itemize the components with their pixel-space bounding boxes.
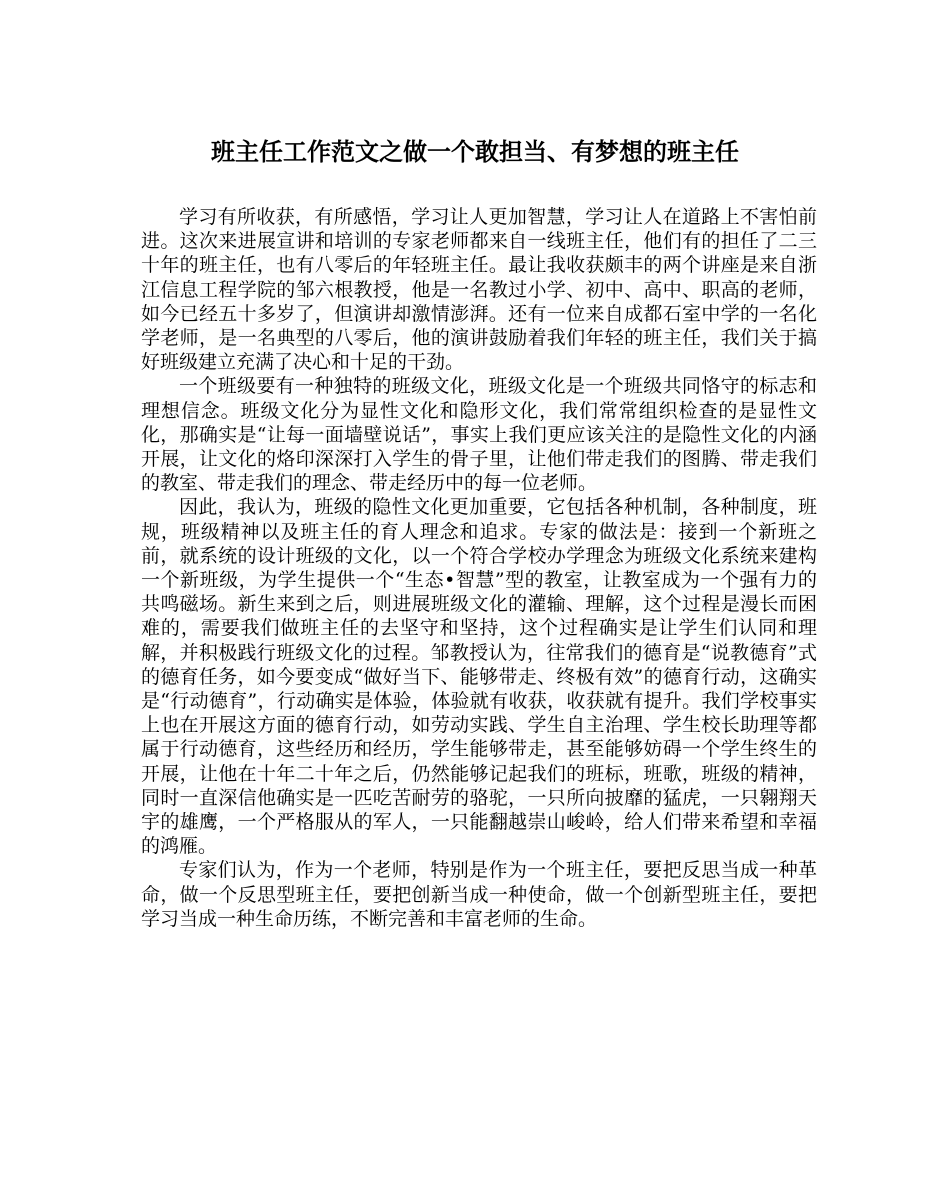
document-title: 班主任工作范文之做一个敢担当、有梦想的班主任 xyxy=(211,137,739,166)
paragraph-2: 一个班级要有一种独特的班级文化，班级文化是一个班级共同恪守的标志和理想信念。班级文化分为显性文化和隐形文化，我们常常组织检查的是显性文化，那确实是“让每一面墙壁说话”，事实上我们更应该关注的是隐性文化的内涵开展，让文化的烙印深深打入学生的骨子里，让他们带走我们的图腾、带走我们的教室、带走我们的理念、带走经历中的每一位老师。 xyxy=(141,375,817,495)
paragraph-4: 专家们认为，作为一个老师，特别是作为一个班主任，要把反思当成一种革命，做一个反思型班主任，要把创新当成一种使命，做一个创新型班主任，要把学习当成一种生命历练，不断完善和丰富老师的生命。 xyxy=(141,859,817,930)
paragraph-1: 学习有所收获，有所感悟，学习让人更加智慧，学习让人在道路上不害怕前进。这次来进展宣讲和培训的专家老师都来自一线班主任，他们有的担任了二三十年的班主任，也有八零后的年轻班主任。最让我收获颇丰的两个讲座是来自浙江信息工程学院的邹六根教授，他是一名教过小学、初中、高中、职高的老师，如今已经五十多岁了，但演讲却激情澎湃。还有一位来自成都石室中学的一名化学老师，是一名典型的八零后，他的演讲鼓励着我们年轻的班主任，我们关于搞好班级建立充满了决心和十足的干劲。 xyxy=(141,206,817,374)
document-body xyxy=(141,205,817,931)
paragraph-3: 因此，我认为，班级的隐性文化更加重要，它包括各种机制，各种制度，班规，班级精神以及班主任的育人理念和追求。专家的做法是：接到一个新班之前，就系统的设计班级的文化，以一个符合学校办学理念为班级文化系统来建构一个新班级，为学生提供一个“生态•智慧”型的教室，让教室成为一个强有力的共鸣磁场。新生来到之后，则进展班级文化的灌输、理解，这个过程是漫长而困难的，需要我们做班主任的去坚守和坚持，这个过程确实是让学生们认同和理解，并积极践行班级文化的过程。邹教授认为，往常我们的德育是“说教德育”式的德育任务，如今要变成“做好当下、能够带走、终极有效”的德育行动，这确实是“行动德育”，行动确实是体验，体验就有收获，收获就有提升。我们学校事实上也在开展这方面的德育行动，如劳动实践、学生自主治理、学生校长助理等都属于行动德育，这些经历和经历，学生能够带走，甚至能够妨碍一个学生终生的开展，让他在十年二十年之后，仍然能够记起我们的班标，班歌，班级的精神，同时一直深信他确实是一匹吃苦耐劳的骆驼，一只所向披靡的猛虎，一只翱翔天宇的雄鹰，一个严格服从的军人，一只能翻越崇山峻岭，给人们带来希望和幸福的鸿雁。 xyxy=(141,496,817,858)
